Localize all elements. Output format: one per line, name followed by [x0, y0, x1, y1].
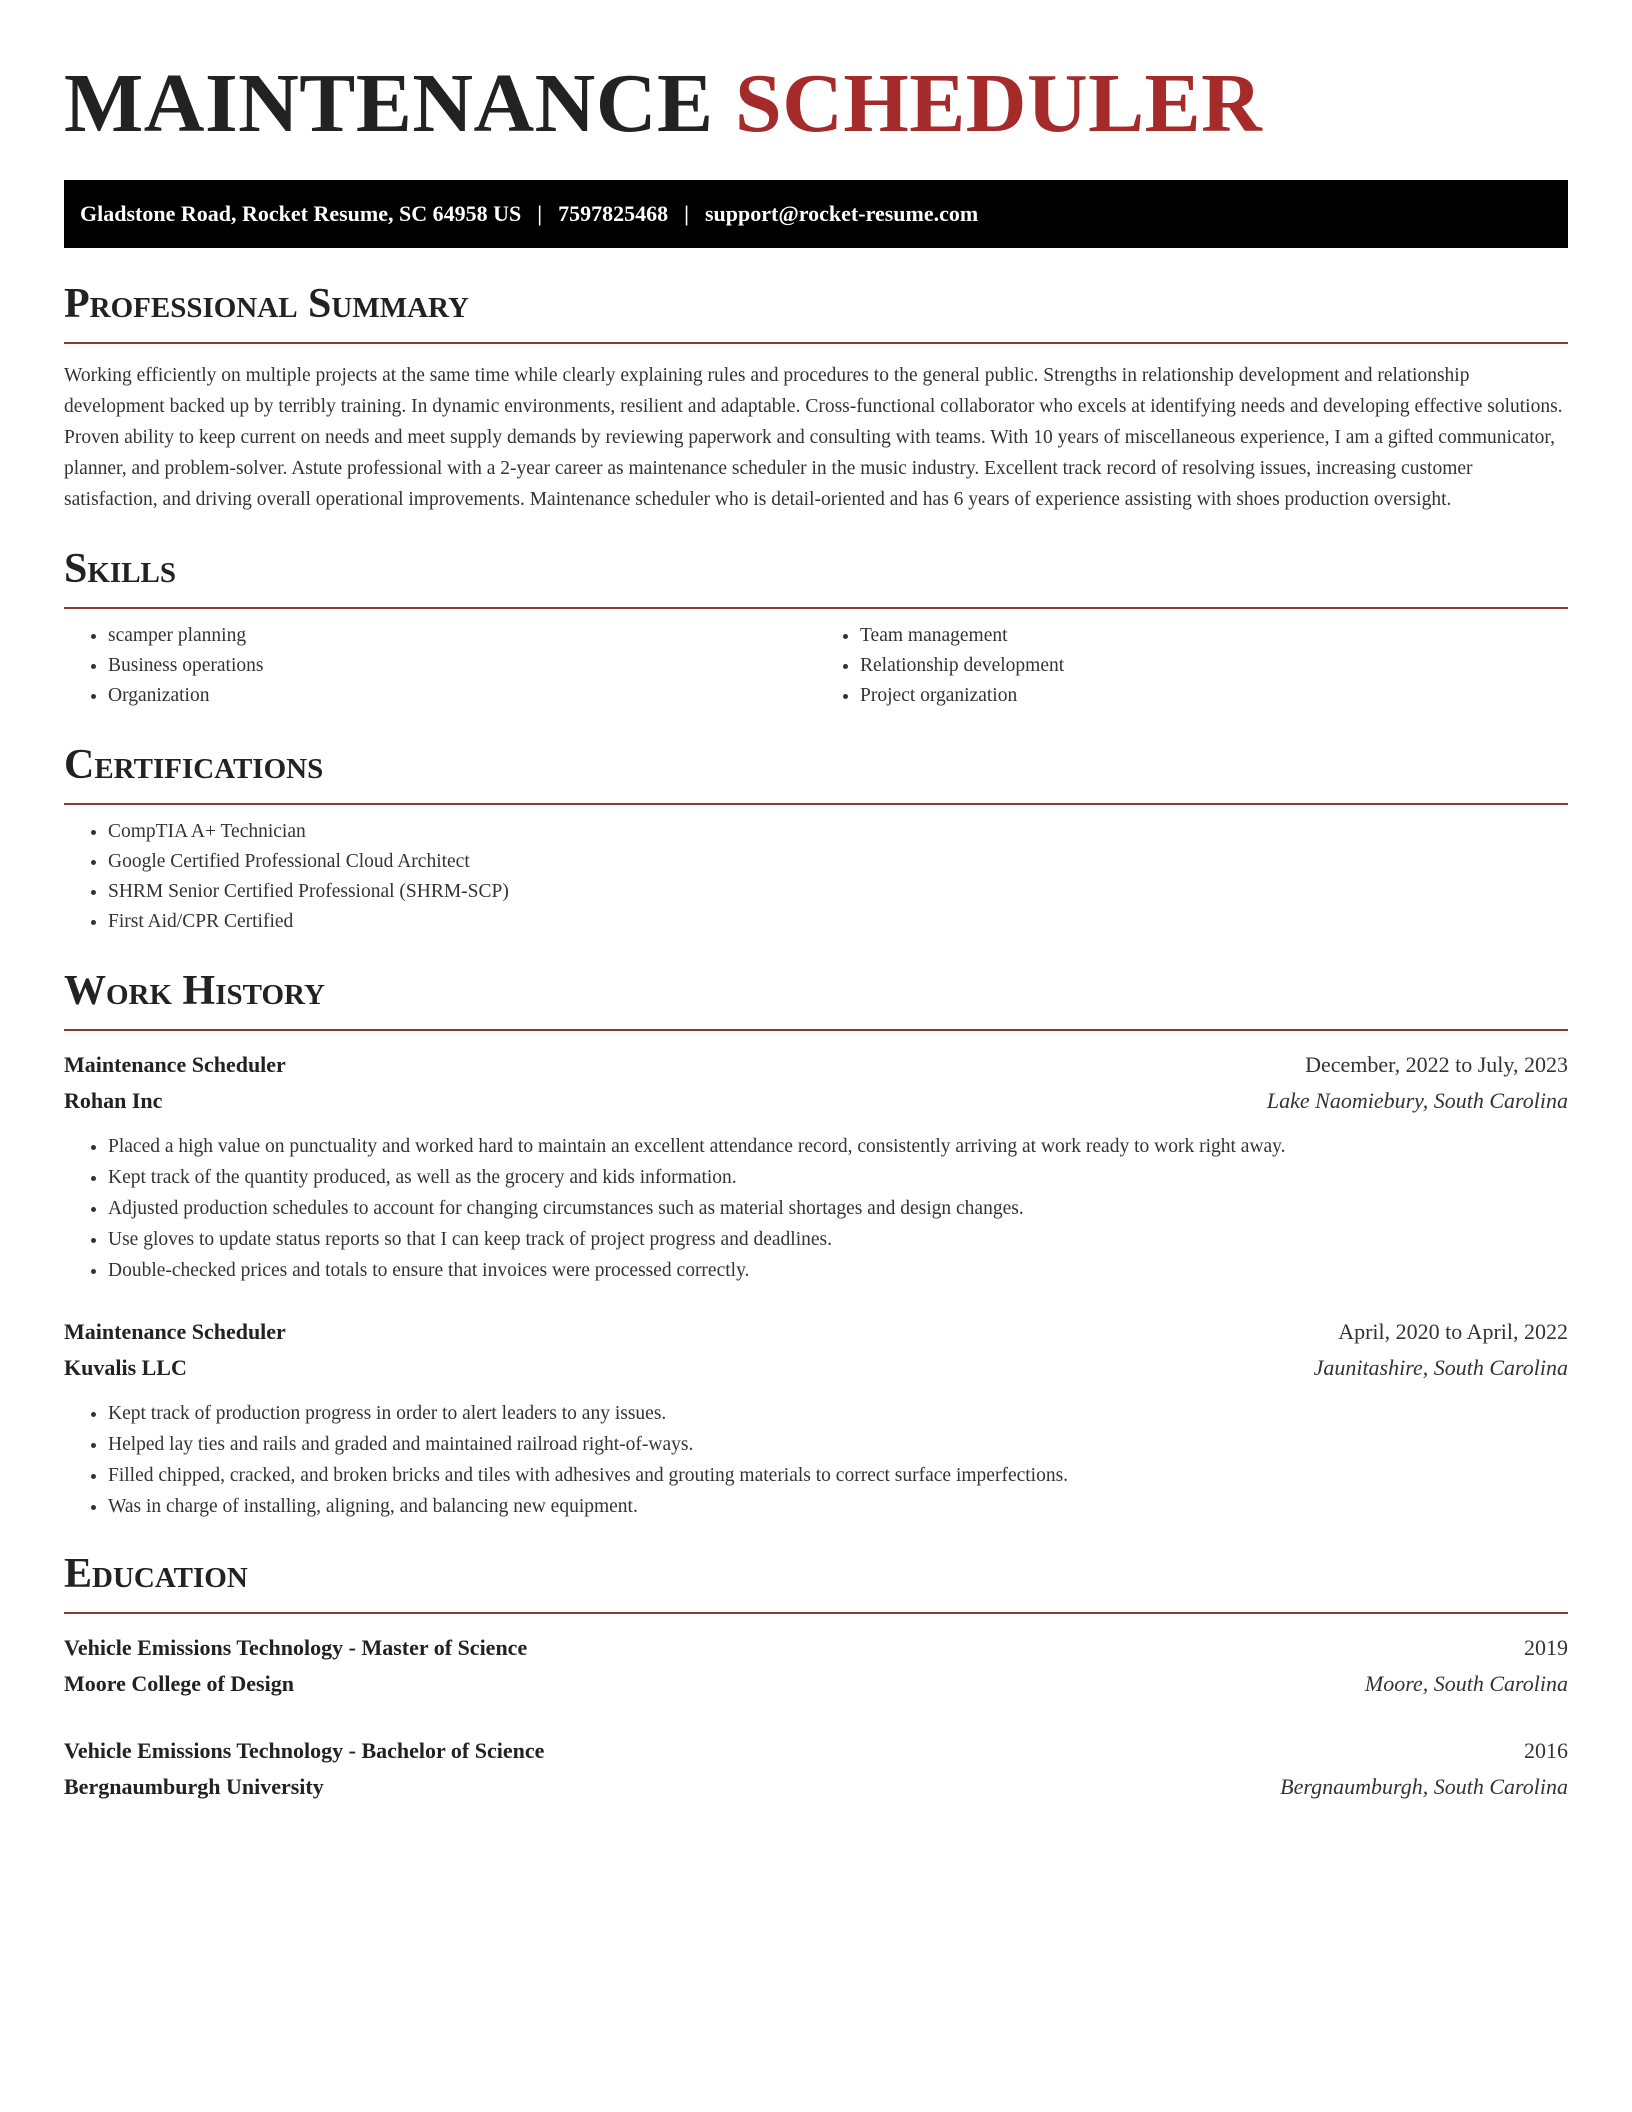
education-year: 2019 — [1524, 1635, 1568, 1660]
section-title-skills: Skills — [64, 546, 177, 592]
skill-item: • scamper planning — [108, 621, 816, 651]
education-subheader — [64, 1769, 1568, 1805]
summary-text: Working efficiently on multiple projects at the same time while clearly explaining rules and procedures to the general public. Strengths in relationship development and relationship development backed up by terribly training. In dynamic environments, resilient and adaptable. Cross-functional collaborator who excels at identifying needs and developing effective solutions. Proven ability to keep current on needs and meet supply demands by reviewing paperwork and consulting with teams. With 10 years of miscellaneous experience, I am a gifted communicator, planner, and problem-solver. Astute professional with a 2-year career as maintenance scheduler in the music industry. Excellent track record of resolving issues, increasing customer satisfaction, and driving overall operational improvements. Maintenance scheduler who is detail-oriented and has 6 years of experience assisting with shoes production oversight. — [64, 365, 1563, 510]
skills-section — [64, 543, 1568, 711]
contact-email[interactable]: support@rocket-resume.com — [704, 201, 979, 226]
skill-item: • Organization — [108, 681, 816, 711]
education-degree: Vehicle Emissions Technology - Master of Science — [64, 1635, 528, 1660]
education-header — [64, 1630, 1568, 1666]
education-school: Moore College of Design — [64, 1671, 294, 1696]
education-entry — [64, 1630, 1568, 1702]
skills-grid — [64, 609, 1568, 711]
certifications-list — [64, 817, 1568, 937]
section-divider — [64, 342, 1568, 344]
contact-separator: | — [537, 201, 543, 226]
job-bullet: • Double-checked prices and totals to ensure that invoices were processed correctly. — [108, 1255, 1568, 1286]
contact-address: Gladstone Road, Rocket Resume, SC 64958 US — [80, 201, 522, 226]
job-subheader — [64, 1350, 1568, 1386]
section-title-summary: Professional Summary — [64, 281, 469, 327]
last-name: SCHEDULER — [735, 57, 1263, 150]
job-location: Jaunitashire, South Carolina — [1313, 1355, 1568, 1380]
job-company: Rohan Inc — [64, 1088, 163, 1113]
job-bullet: • Filled chipped, cracked, and broken bricks and tiles with adhesives and grouting materials to correct surface imperfections. — [108, 1460, 1568, 1491]
resume-name — [64, 58, 1568, 150]
job-bullet: • Kept track of production progress in order to alert leaders to any issues. — [108, 1398, 1568, 1429]
section-title-certifications: Certifications — [64, 742, 324, 788]
education-section — [64, 1548, 1568, 1805]
education-school: Bergnaumburgh University — [64, 1774, 324, 1799]
education-year: 2016 — [1524, 1738, 1568, 1763]
skills-list-right — [816, 621, 1568, 711]
education-location: Moore, South Carolina — [1364, 1671, 1568, 1696]
contact-phone: 7597825468 — [558, 201, 669, 226]
contact-bar — [64, 180, 1568, 248]
job-bullets — [64, 1398, 1568, 1522]
job-bullet: • Placed a high value on punctuality and worked hard to maintain an excellent attendance record, consistently arriving at work ready to work right away. — [108, 1131, 1568, 1162]
job-bullet: • Adjusted production schedules to account for changing circumstances such as material shortages and design changes. — [108, 1193, 1568, 1224]
education-location: Bergnaumburgh, South Carolina — [1280, 1774, 1568, 1799]
job-bullets — [64, 1131, 1568, 1286]
job-header — [64, 1314, 1568, 1350]
job-bullet: • Was in charge of installing, aligning, and balancing new equipment. — [108, 1491, 1568, 1522]
section-divider — [64, 1612, 1568, 1614]
job-subheader — [64, 1083, 1568, 1119]
certifications-section — [64, 739, 1568, 937]
job-location: Lake Naomiebury, South Carolina — [1266, 1088, 1568, 1113]
certification-item: • First Aid/CPR Certified — [108, 907, 1568, 937]
job-bullet: • Kept track of the quantity produced, as well as the grocery and kids information. — [108, 1162, 1568, 1193]
certification-item: • SHRM Senior Certified Professional (SHRM-SCP) — [108, 877, 1568, 907]
job-header — [64, 1047, 1568, 1083]
section-divider — [64, 803, 1568, 805]
job-bullet: • Use gloves to update status reports so that I can keep track of project progress and deadlines. — [108, 1224, 1568, 1255]
first-name: MAINTENANCE — [64, 57, 714, 150]
summary-section — [64, 278, 1568, 515]
work-history-section — [64, 965, 1568, 1522]
skills-list-left — [64, 621, 816, 711]
skill-item: • Team management — [860, 621, 1568, 651]
contact-separator: | — [684, 201, 689, 226]
job-entry — [64, 1047, 1568, 1286]
section-divider — [64, 1029, 1568, 1031]
job-entry — [64, 1314, 1568, 1522]
section-title-work-history: Work History — [64, 968, 325, 1014]
certification-item: • CompTIA A+ Technician — [108, 817, 1568, 847]
section-title-education: Education — [64, 1551, 248, 1597]
job-role: Maintenance Scheduler — [64, 1319, 286, 1344]
education-entry — [64, 1733, 1568, 1805]
skill-item: • Business operations — [108, 651, 816, 681]
education-header — [64, 1733, 1568, 1769]
skill-item: • Relationship development — [860, 651, 1568, 681]
certification-item: • Google Certified Professional Cloud Architect — [108, 847, 1568, 877]
education-degree: Vehicle Emissions Technology - Bachelor of Science — [64, 1738, 545, 1763]
education-subheader — [64, 1666, 1568, 1702]
job-dates: April, 2020 to April, 2022 — [1338, 1319, 1568, 1344]
job-dates: December, 2022 to July, 2023 — [1305, 1052, 1568, 1077]
skill-item: • Project organization — [860, 681, 1568, 711]
job-bullet: • Helped lay ties and rails and graded and maintained railroad right-of-ways. — [108, 1429, 1568, 1460]
job-role: Maintenance Scheduler — [64, 1052, 286, 1077]
job-company: Kuvalis LLC — [64, 1355, 187, 1380]
